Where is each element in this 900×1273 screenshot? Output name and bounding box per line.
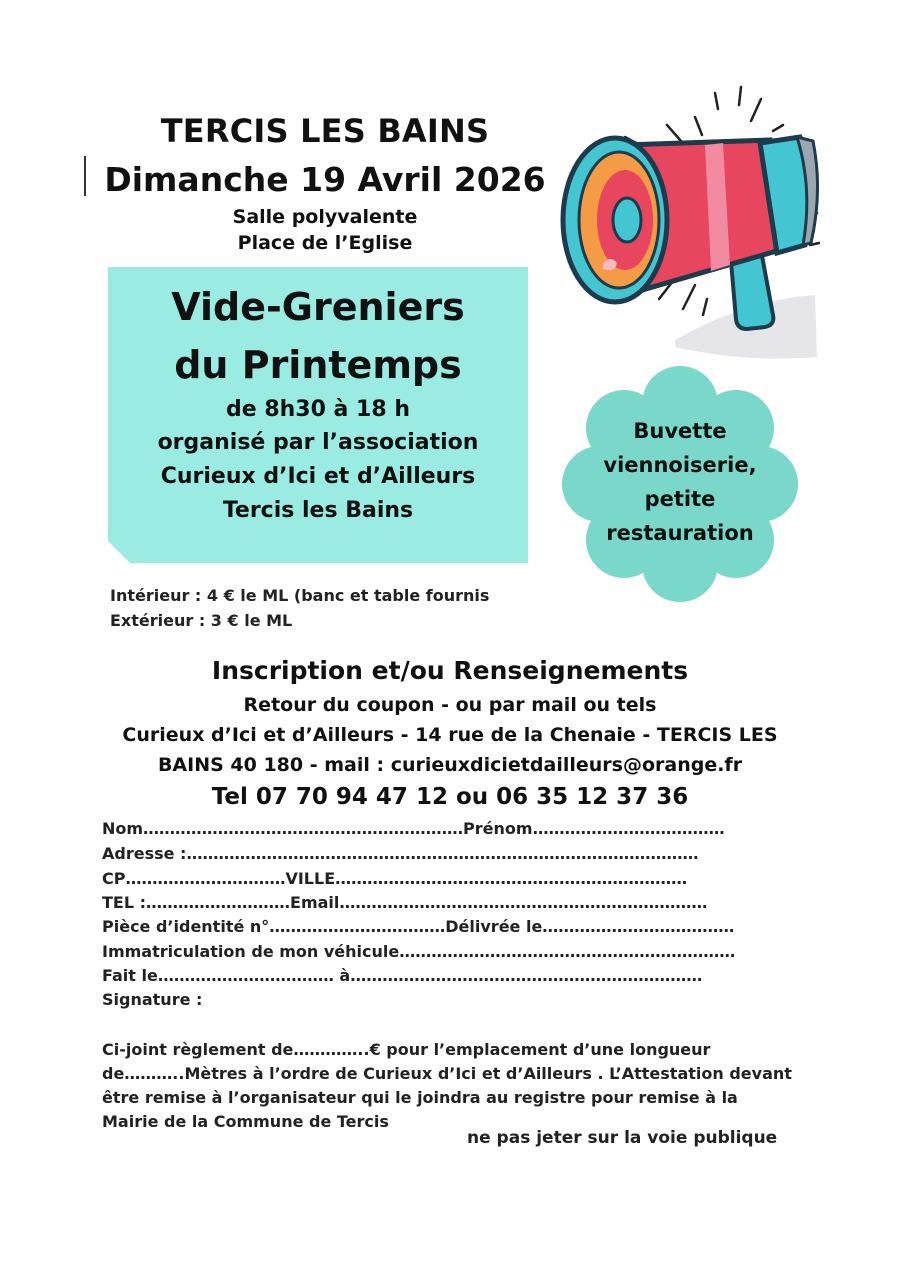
- form-immat: Immatriculation de mon véhicule………………………………………………………: [102, 942, 736, 961]
- disclaimer: ne pas jeter sur la voie publique: [467, 1128, 778, 1148]
- buvette-line3: petite: [644, 487, 716, 511]
- buvette-text: [560, 414, 800, 550]
- folded-corner: [108, 541, 130, 563]
- megaphone-icon: [555, 85, 820, 365]
- event-title-line2: du Printemps: [174, 343, 462, 387]
- price-exterior: Extérieur : 3 € le ML: [110, 611, 293, 630]
- event-organizer-intro: organisé par l’association: [157, 430, 479, 455]
- form-fait: Fait le…………………………… à…………………………………………………………: [102, 966, 703, 985]
- venue-name: Salle polyvalente: [232, 206, 418, 228]
- inscription-line1: Retour du coupon - ou par mail ou tels: [243, 694, 657, 716]
- form-tel: TEL :………………………Email……………………………………………………………: [102, 893, 708, 912]
- form-piece: Pièce d’identité n°……………………………Délivrée le………………………………: [102, 917, 735, 936]
- price-interior: Intérieur : 4 € le ML (banc et table fournis: [110, 586, 490, 605]
- buvette-badge: [560, 366, 800, 602]
- event-association: Curieux d’Ici et d’Ailleurs: [160, 464, 476, 489]
- buvette-line4: restauration: [606, 521, 754, 545]
- note-line4: Mairie de la Commune de Tercis: [102, 1112, 389, 1131]
- event-date: Dimanche 19 Avril 2026: [104, 160, 546, 199]
- form-nom: Nom……………………………………………………Prénom………………………………: [102, 819, 725, 838]
- venue-address: Place de l’Eglise: [237, 232, 413, 254]
- inscription-mail: BAINS 40 180 - mail : curieuxdicietdailleurs@orange.fr: [157, 754, 743, 776]
- form-signature: Signature :: [102, 990, 203, 1009]
- buvette-line2: viennoiserie,: [603, 453, 757, 477]
- note-line2: de………..Mètres à l’ordre de Curieux d’Ici et d’Ailleurs . L’Attestation devant: [102, 1064, 792, 1083]
- town-title: TERCIS LES BAINS: [160, 112, 490, 150]
- event-title-line1: Vide-Greniers: [171, 285, 465, 329]
- inscription-title: Inscription et/ou Renseignements: [211, 656, 689, 685]
- event-hours: de 8h30 à 18 h: [225, 397, 410, 422]
- event-info-box: [108, 267, 528, 563]
- inscription-phone: Tel 07 70 94 47 12 ou 06 35 12 37 36: [211, 784, 689, 810]
- buvette-line1: Buvette: [633, 419, 727, 443]
- form-cp: CP…………………………VILLE…………………………………………………………: [102, 869, 688, 888]
- inscription-address: Curieux d’Ici et d’Ailleurs - 14 rue de la Chenaie - TERCIS LES: [122, 724, 778, 746]
- note-line1: Ci-joint règlement de…………..€ pour l’emplacement d’une longueur: [102, 1040, 711, 1059]
- event-location: Tercis les Bains: [222, 498, 414, 523]
- margin-mark: [84, 156, 86, 196]
- form-adresse: Adresse :……………………………………………………………………………………: [102, 844, 699, 863]
- note-line3: être remise à l’organisateur qui le joindra au registre pour remise à la: [102, 1088, 738, 1107]
